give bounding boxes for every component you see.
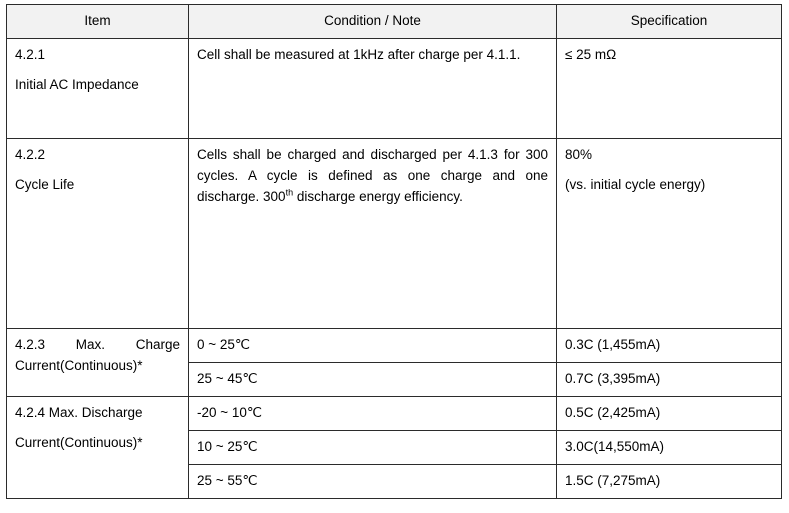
specification-cell-initial-ac-impedance: ≤ 25 mΩ bbox=[557, 38, 782, 138]
condition-cell-charge-range-1: 0 ~ 25℃ bbox=[189, 328, 557, 362]
condition-superscript: th bbox=[285, 187, 294, 198]
table-header-row bbox=[7, 5, 782, 39]
spacer bbox=[15, 66, 180, 75]
table-header bbox=[7, 5, 782, 39]
column-header-item: Item bbox=[7, 5, 189, 39]
item-number: 4.2.1 bbox=[15, 46, 46, 62]
item-number-and-name-line-1: 4.2.3 Max. Charge bbox=[15, 336, 180, 352]
item-name-line-2: Current(Continuous)* bbox=[15, 357, 143, 373]
spacer bbox=[565, 166, 773, 175]
column-header-condition: Condition / Note bbox=[189, 5, 557, 39]
condition-cell-initial-ac-impedance: Cell shall be measured at 1kHz after charge per 4.1.1. bbox=[189, 38, 557, 138]
item-number: 4.2.4 bbox=[15, 404, 46, 420]
specification-cell-discharge-range-1: 0.5C (2,425mA) bbox=[557, 396, 782, 430]
specification-cell-discharge-range-2: 3.0C(14,550mA) bbox=[557, 430, 782, 464]
item-cell-max-charge-current bbox=[7, 328, 189, 396]
specification-cell-charge-range-2: 0.7C (3,395mA) bbox=[557, 362, 782, 396]
specification-cell-discharge-range-3: 1.5C (7,275mA) bbox=[557, 464, 782, 498]
table-body bbox=[7, 38, 782, 498]
item-name-line-2: Current(Continuous)* bbox=[15, 434, 143, 450]
item-name: Cycle Life bbox=[15, 176, 75, 192]
item-cell-max-discharge-current bbox=[7, 396, 189, 498]
condition-cell-charge-range-2: 25 ~ 45℃ bbox=[189, 362, 557, 396]
specification-table bbox=[6, 4, 782, 499]
specification-note: (vs. initial cycle energy) bbox=[565, 176, 706, 192]
specification-cell-cycle-life bbox=[557, 138, 782, 328]
condition-text-part-1: Cells shall be charged and discharged per 4.1.3 for 300 cycles. A cycle is defined as one charge and one discharge. 300 bbox=[197, 146, 548, 204]
table-row bbox=[7, 328, 782, 362]
table-row bbox=[7, 38, 782, 138]
table-row bbox=[7, 138, 782, 328]
specification-cell-charge-range-1: 0.3C (1,455mA) bbox=[557, 328, 782, 362]
item-cell-initial-ac-impedance bbox=[7, 38, 189, 138]
item-cell-cycle-life bbox=[7, 138, 189, 328]
item-number: 4.2.3 bbox=[15, 336, 46, 352]
column-header-specification: Specification bbox=[557, 5, 782, 39]
item-number-and-name-line-1: 4.2.4 Max. Discharge bbox=[15, 404, 143, 420]
condition-text-part-2: discharge energy efficiency. bbox=[293, 188, 463, 204]
table-row bbox=[7, 396, 782, 430]
spacer bbox=[15, 424, 180, 433]
condition-cell-discharge-range-2: 10 ~ 25℃ bbox=[189, 430, 557, 464]
condition-cell-cycle-life bbox=[189, 138, 557, 328]
item-number: 4.2.2 bbox=[15, 146, 46, 162]
item-name: Initial AC Impedance bbox=[15, 76, 139, 92]
condition-cell-discharge-range-3: 25 ~ 55℃ bbox=[189, 464, 557, 498]
spacer bbox=[15, 166, 180, 175]
specification-value: 80% bbox=[565, 146, 593, 162]
condition-cell-discharge-range-1: -20 ~ 10℃ bbox=[189, 396, 557, 430]
